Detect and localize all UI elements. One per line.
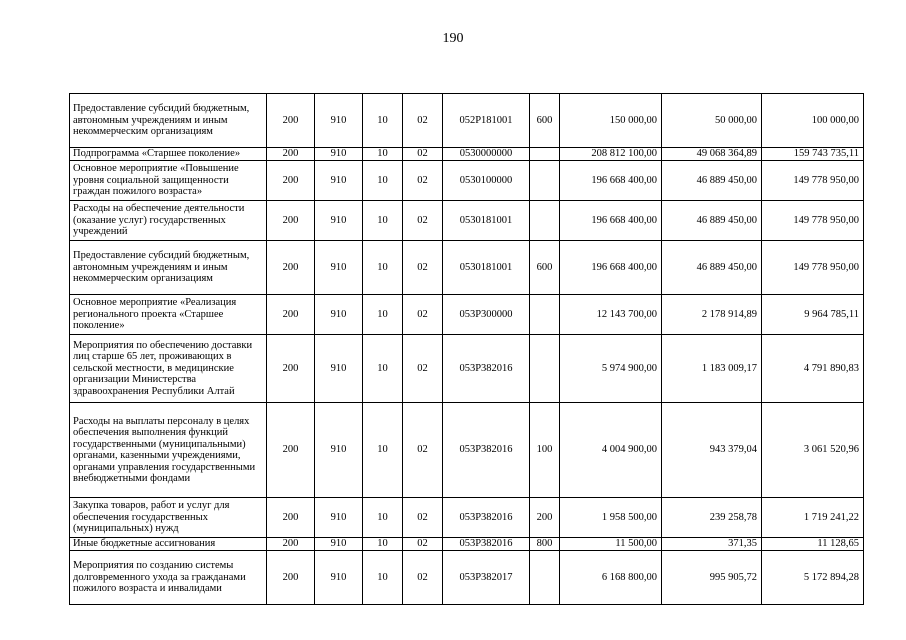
code-b-cell: 910 xyxy=(315,295,363,335)
subsection-cell: 02 xyxy=(403,148,443,161)
table-row xyxy=(70,148,864,161)
expense-type-cell xyxy=(530,148,560,161)
code-a-cell: 200 xyxy=(267,498,315,538)
code-a-cell: 200 xyxy=(267,295,315,335)
table-row xyxy=(70,241,864,295)
subsection-cell: 02 xyxy=(403,403,443,498)
target-article-cell: 053P382017 xyxy=(443,551,530,605)
code-b-cell: 910 xyxy=(315,241,363,295)
amount-remaining-cell: 149 778 950,00 xyxy=(762,161,864,201)
code-b-cell: 910 xyxy=(315,551,363,605)
expense-type-cell: 800 xyxy=(530,538,560,551)
code-a-cell: 200 xyxy=(267,551,315,605)
code-a-cell: 200 xyxy=(267,201,315,241)
amount-remaining-cell: 159 743 735,11 xyxy=(762,148,864,161)
row-name-cell: Предоставление субсидий бюджетным, автономным учреждениям и иным некоммерческим организациям xyxy=(70,241,267,295)
amount-executed-cell: 46 889 450,00 xyxy=(662,201,762,241)
amount-planned-cell: 208 812 100,00 xyxy=(560,148,662,161)
code-a-cell: 200 xyxy=(267,538,315,551)
section-cell: 10 xyxy=(363,241,403,295)
code-b-cell: 910 xyxy=(315,403,363,498)
table-row xyxy=(70,335,864,403)
code-a-cell: 200 xyxy=(267,94,315,148)
table-row xyxy=(70,201,864,241)
subsection-cell: 02 xyxy=(403,241,443,295)
expense-type-cell: 200 xyxy=(530,498,560,538)
expense-type-cell xyxy=(530,201,560,241)
target-article-cell: 0530181001 xyxy=(443,241,530,295)
code-b-cell: 910 xyxy=(315,335,363,403)
expense-type-cell xyxy=(530,335,560,403)
row-name-cell: Иные бюджетные ассигнования xyxy=(70,538,267,551)
budget-table xyxy=(69,93,864,605)
row-name-cell: Основное мероприятие «Реализация регионального проекта «Старшее поколение» xyxy=(70,295,267,335)
row-name-cell: Основное мероприятие «Повышение уровня социальной защищенности граждан пожилого возраста» xyxy=(70,161,267,201)
amount-executed-cell: 2 178 914,89 xyxy=(662,295,762,335)
target-article-cell: 053P382016 xyxy=(443,538,530,551)
table-row xyxy=(70,161,864,201)
code-a-cell: 200 xyxy=(267,161,315,201)
amount-executed-cell: 239 258,78 xyxy=(662,498,762,538)
expense-type-cell: 100 xyxy=(530,403,560,498)
subsection-cell: 02 xyxy=(403,335,443,403)
amount-planned-cell: 150 000,00 xyxy=(560,94,662,148)
code-b-cell: 910 xyxy=(315,201,363,241)
amount-remaining-cell: 3 061 520,96 xyxy=(762,403,864,498)
amount-executed-cell: 46 889 450,00 xyxy=(662,241,762,295)
amount-executed-cell: 49 068 364,89 xyxy=(662,148,762,161)
amount-executed-cell: 943 379,04 xyxy=(662,403,762,498)
amount-executed-cell: 995 905,72 xyxy=(662,551,762,605)
code-a-cell: 200 xyxy=(267,241,315,295)
amount-planned-cell: 196 668 400,00 xyxy=(560,241,662,295)
code-b-cell: 910 xyxy=(315,498,363,538)
row-name-cell: Предоставление субсидий бюджетным, автономным учреждениям и иным некоммерческим организациям xyxy=(70,94,267,148)
amount-executed-cell: 371,35 xyxy=(662,538,762,551)
subsection-cell: 02 xyxy=(403,161,443,201)
section-cell: 10 xyxy=(363,538,403,551)
section-cell: 10 xyxy=(363,551,403,605)
page-number: 190 xyxy=(442,31,464,46)
row-name-cell: Расходы на выплаты персоналу в целях обеспечения выполнения функций государственными (муниципальными) органами, казенными учреждениями, органами управления государственными внебюджетными фондами xyxy=(70,403,267,498)
subsection-cell: 02 xyxy=(403,295,443,335)
code-b-cell: 910 xyxy=(315,538,363,551)
target-article-cell: 053P382016 xyxy=(443,498,530,538)
code-b-cell: 910 xyxy=(315,148,363,161)
amount-planned-cell: 5 974 900,00 xyxy=(560,335,662,403)
expense-type-cell xyxy=(530,161,560,201)
row-name-cell: Мероприятия по обеспечению доставки лиц старше 65 лет, проживающих в сельской местности, в медицинские организации Министерства здравоохранения Республики Алтай xyxy=(70,335,267,403)
expense-type-cell xyxy=(530,295,560,335)
target-article-cell: 0530100000 xyxy=(443,161,530,201)
table-row xyxy=(70,295,864,335)
amount-planned-cell: 4 004 900,00 xyxy=(560,403,662,498)
amount-executed-cell: 46 889 450,00 xyxy=(662,161,762,201)
code-b-cell: 910 xyxy=(315,161,363,201)
amount-planned-cell: 6 168 800,00 xyxy=(560,551,662,605)
table-row xyxy=(70,498,864,538)
amount-remaining-cell: 149 778 950,00 xyxy=(762,201,864,241)
subsection-cell: 02 xyxy=(403,94,443,148)
amount-remaining-cell: 11 128,65 xyxy=(762,538,864,551)
amount-planned-cell: 196 668 400,00 xyxy=(560,161,662,201)
code-a-cell: 200 xyxy=(267,335,315,403)
section-cell: 10 xyxy=(363,498,403,538)
subsection-cell: 02 xyxy=(403,201,443,241)
subsection-cell: 02 xyxy=(403,498,443,538)
section-cell: 10 xyxy=(363,295,403,335)
target-article-cell: 052P181001 xyxy=(443,94,530,148)
amount-remaining-cell: 9 964 785,11 xyxy=(762,295,864,335)
code-a-cell: 200 xyxy=(267,403,315,498)
target-article-cell: 053P382016 xyxy=(443,403,530,498)
target-article-cell: 053P382016 xyxy=(443,335,530,403)
code-b-cell: 910 xyxy=(315,94,363,148)
section-cell: 10 xyxy=(363,94,403,148)
table-row xyxy=(70,551,864,605)
section-cell: 10 xyxy=(363,148,403,161)
amount-remaining-cell: 100 000,00 xyxy=(762,94,864,148)
subsection-cell: 02 xyxy=(403,538,443,551)
target-article-cell: 053P300000 xyxy=(443,295,530,335)
amount-planned-cell: 12 143 700,00 xyxy=(560,295,662,335)
expense-type-cell xyxy=(530,551,560,605)
amount-remaining-cell: 1 719 241,22 xyxy=(762,498,864,538)
expense-type-cell: 600 xyxy=(530,241,560,295)
amount-remaining-cell: 149 778 950,00 xyxy=(762,241,864,295)
section-cell: 10 xyxy=(363,335,403,403)
section-cell: 10 xyxy=(363,403,403,498)
amount-remaining-cell: 5 172 894,28 xyxy=(762,551,864,605)
code-a-cell: 200 xyxy=(267,148,315,161)
table-row xyxy=(70,538,864,551)
amount-executed-cell: 1 183 009,17 xyxy=(662,335,762,403)
row-name-cell: Мероприятия по созданию системы долговременного ухода за гражданами пожилого возраста и инвалидами xyxy=(70,551,267,605)
row-name-cell: Расходы на обеспечение деятельности (оказание услуг) государственных учреждений xyxy=(70,201,267,241)
expense-type-cell: 600 xyxy=(530,94,560,148)
amount-planned-cell: 196 668 400,00 xyxy=(560,201,662,241)
section-cell: 10 xyxy=(363,161,403,201)
table-row xyxy=(70,94,864,148)
amount-planned-cell: 11 500,00 xyxy=(560,538,662,551)
section-cell: 10 xyxy=(363,201,403,241)
row-name-cell: Подпрограмма «Старшее поколение» xyxy=(70,148,267,161)
amount-executed-cell: 50 000,00 xyxy=(662,94,762,148)
amount-planned-cell: 1 958 500,00 xyxy=(560,498,662,538)
row-name-cell: Закупка товаров, работ и услуг для обеспечения государственных (муниципальных) нужд xyxy=(70,498,267,538)
table-row xyxy=(70,403,864,498)
subsection-cell: 02 xyxy=(403,551,443,605)
amount-remaining-cell: 4 791 890,83 xyxy=(762,335,864,403)
target-article-cell: 0530000000 xyxy=(443,148,530,161)
target-article-cell: 0530181001 xyxy=(443,201,530,241)
